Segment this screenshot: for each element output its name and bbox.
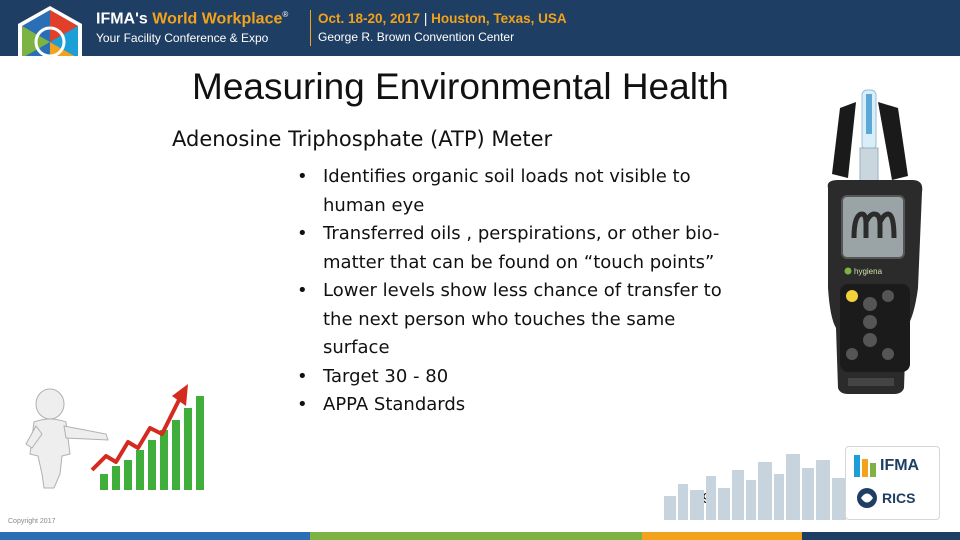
device-brand-label: hygiena [854,267,883,276]
bullet-line: Identifies organic soil loads not visible to [323,166,691,187]
bullet-line: Target 30 - 80 [323,365,449,387]
footer-bar-orange [642,532,802,540]
houston-skyline-graphic [660,440,850,520]
bullet-dot: • [297,365,308,387]
bullet-line: Transferred oils , perspirations, or other bio- [323,223,720,244]
bullet-line: matter that can be found on “touch points” [323,251,715,273]
sponsor-rics: RICS [882,490,916,506]
bullet-item [297,220,767,277]
footer-color-bar [0,532,960,540]
ifma-logo-icon [852,453,878,479]
bullet-dot: • [297,166,308,187]
atp-meter-device-image [818,88,938,398]
slide-subtitle: Adenosine Triphosphate (ATP) Meter [172,127,553,151]
bullet-item [297,277,767,363]
bullet-item [297,363,767,392]
slide-title: Measuring Environmental Health [192,66,729,107]
header-banner [0,0,960,56]
footer-bar-blue [0,532,310,540]
event-venue: George R. Brown Convention Center [318,30,515,44]
header-divider [310,10,311,46]
bullet-dot: • [297,280,308,301]
footer-bar-green [310,532,642,540]
ifma-world-workplace-globe-logo [14,4,86,56]
presenter-with-growth-chart-image [20,378,215,490]
bullet-line: surface [323,337,390,358]
bullet-line: APPA Standards [323,394,466,415]
brand-title: IFMA's World Workplace® [96,10,289,28]
bullet-dot: • [297,394,308,415]
brand-tagline: Your Facility Conference & Expo [96,31,269,45]
copyright-text: Copyright 2017 [8,518,56,525]
bullet-dot: • [297,223,308,244]
bullet-item [297,391,767,420]
bullet-line: Lower levels show less chance of transfer to [323,280,722,301]
footer-bar-navy [802,532,960,540]
bullet-line: human eye [323,194,425,216]
sponsor-logos [845,446,940,520]
sponsor-ifma: IFMA [880,457,920,474]
event-info: Oct. 18-20, 2017 | Houston, Texas, USA [318,11,567,26]
rics-logo-icon [854,487,880,509]
bullet-item [297,163,767,220]
bullet-list [297,163,767,420]
bullet-line: the next person who touches the same [323,308,676,330]
